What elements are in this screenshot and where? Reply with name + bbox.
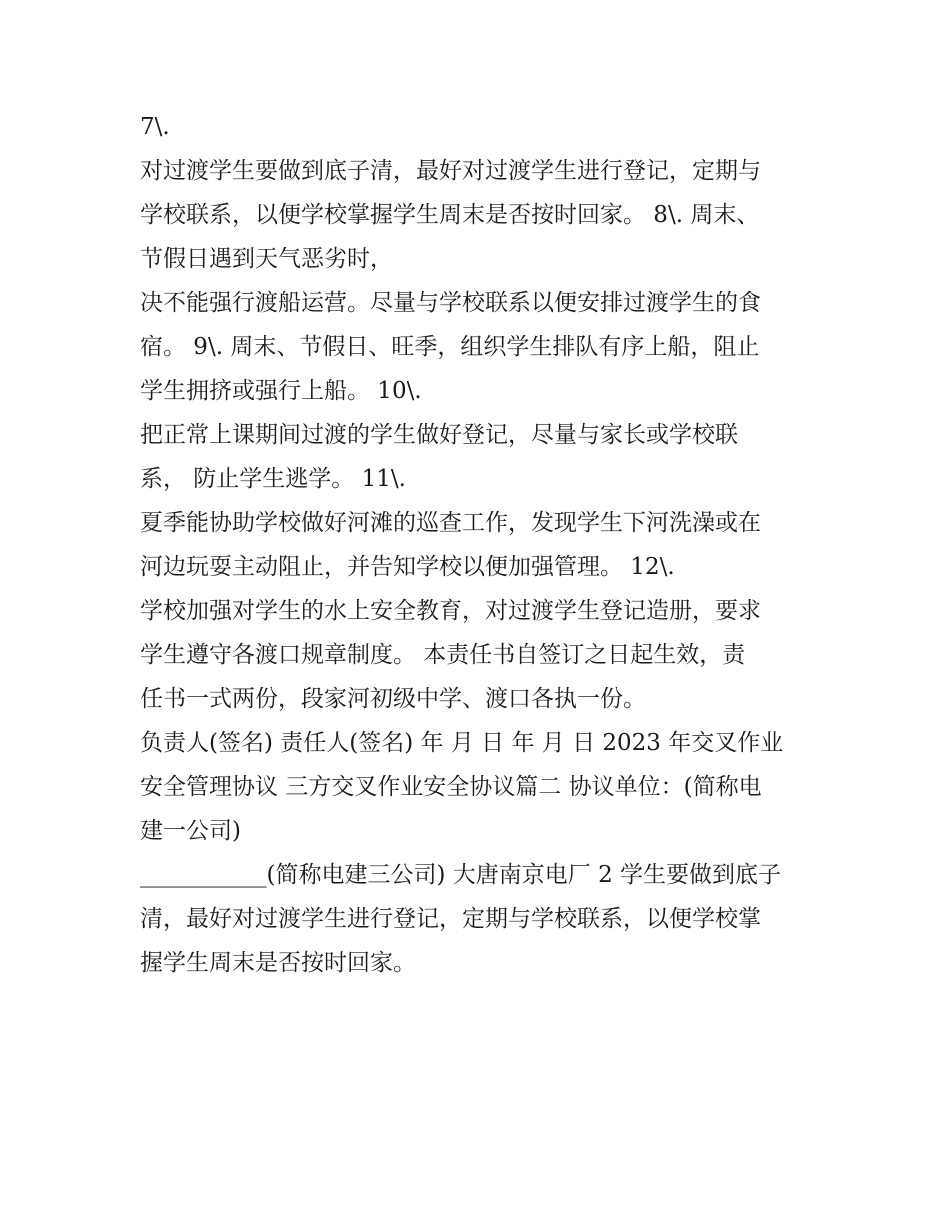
document-body (140, 105, 820, 985)
text-line: 清，最好对过渡学生进行登记，定期与学校联系，以便学校掌 (140, 906, 761, 932)
text-line: 7\. (140, 114, 170, 140)
text-line: 任书一式两份，段家河初级中学、渡口各执一份。 (140, 686, 646, 712)
text-line: 安全管理协议 三方交叉作业安全协议篇二 协议单位：(简称电 (140, 774, 762, 800)
text-line: 决不能强行渡船运营。尽量与学校联系以便安排过渡学生的食 (140, 290, 761, 316)
text-line: 对过渡学生要做到底子清，最好对过渡学生进行登记，定期与 (140, 158, 761, 184)
text-line: 负责人(签名) 责任人(签名) 年 月 日 年 月 日 2023 年交叉作业 (140, 730, 784, 756)
text-line: 把正常上课期间过渡的学生做好登记，尽量与家长或学校联 (140, 422, 738, 448)
text-line: 宿。 9\. 周末、节假日、旺季，组织学生排队有序上船，阻止 (140, 334, 760, 360)
text-line: 节假日遇到天气恶劣时， (140, 246, 393, 272)
text-line: 学校联系，以便学校掌握学生周末是否按时回家。 8\. 周末、 (140, 202, 760, 228)
text-line: 系， 防止学生逃学。 11\. (140, 466, 406, 492)
text-line: 学校加强对学生的水上安全教育，对过渡学生登记造册，要求 (140, 598, 761, 624)
text-line: ___________(简称电建三公司) 大唐南京电厂 2 学生要做到底子 (140, 862, 782, 888)
text-line: 握学生周末是否按时回家。 (140, 950, 416, 976)
text-line: 河边玩耍主动阻止，并告知学校以便加强管理。 12\. (140, 554, 675, 580)
text-line: 学生拥挤或强行上船。 10\. (140, 378, 422, 404)
text-line: 夏季能协助学校做好河滩的巡查工作，发现学生下河洗澡或在 (140, 510, 761, 536)
text-line: 建一公司) (140, 818, 241, 844)
text-line: 学生遵守各渡口规章制度。 本责任书自签订之日起生效，责 (140, 642, 746, 668)
